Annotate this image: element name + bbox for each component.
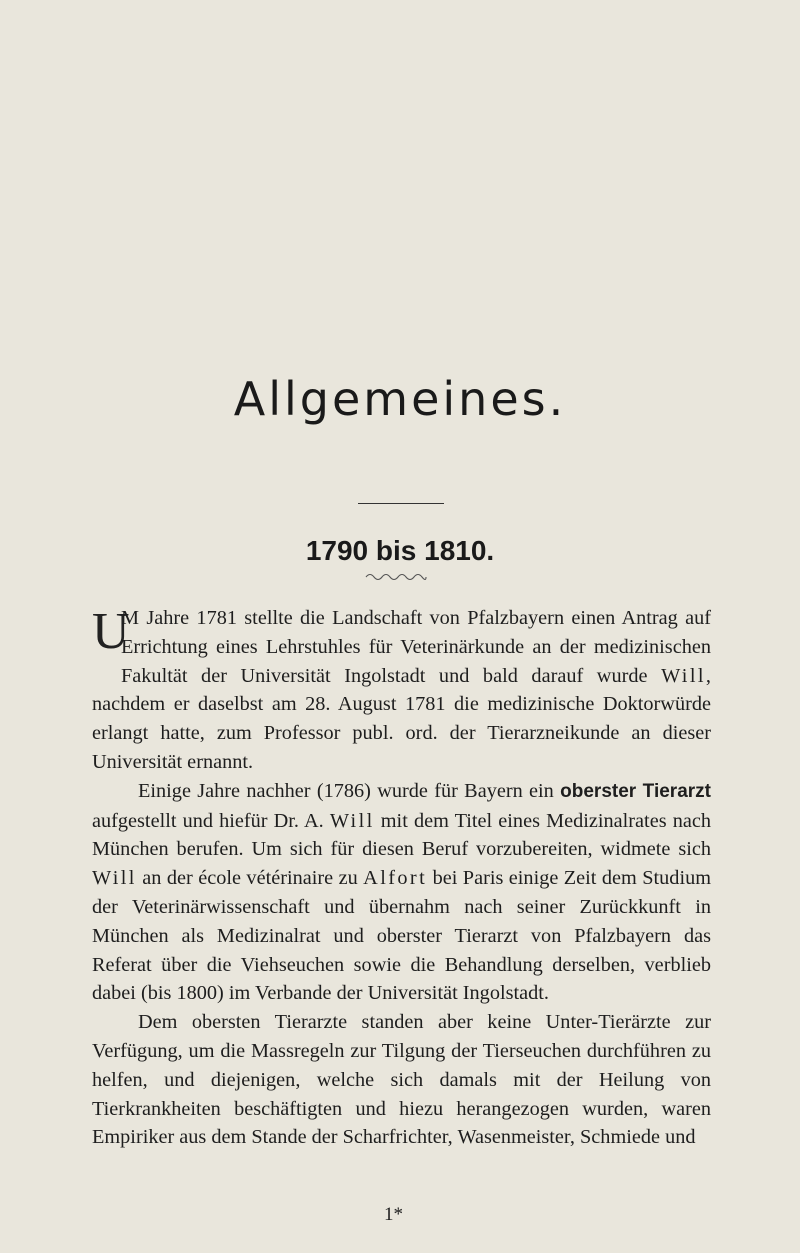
chapter-period: 1790 bis 1810. [305, 535, 495, 566]
paragraph-1-spaced-name: Will [661, 664, 706, 687]
paragraph-2-spaced-name-2: Will [92, 867, 137, 890]
paragraph-2-spaced-place: Alfort [363, 867, 428, 890]
paragraph-1-text-1: M Jahre 1781 stellte die Landschaft von Pfalzbayern einen Antrag auf Errichtung eines Lehrstuhles für Veterinärkunde an der medizinischen Fakultät der Universität Ingolstadt und bald darauf wurde [121, 607, 711, 687]
paragraph-2-spaced-name-1: Will [329, 809, 375, 832]
body-text [92, 604, 711, 1152]
drop-cap: U [92, 603, 130, 660]
paragraph-3-text: Dem obersten Tierarzte standen aber keine Unter-Tierärzte zur Verfügung, um die Massregeln zur Tilgung der Tierseuchen durchführen zu helfen, und diejenigen, welche sich damals mit der Heilung von Tierkrankheiten beschäftigten und hiezu herangezogen wurden, waren Empiriker aus dem Stande der Scharfrichter, Wasenmeister, Schmiede und [92, 1011, 711, 1149]
heading-rule [358, 503, 444, 504]
paragraph-3 [92, 1008, 711, 1152]
paragraph-1-text-2: , nachdem er daselbst am 28. August 1781 die medizinische Doktorwürde erlangt hatte, zum Professor publ. ord. der Tierarzneikunde an dieser Universität ernannt. [92, 664, 711, 773]
chapter-heading: Allgemeines. [233, 372, 567, 426]
paragraph-1 [92, 604, 711, 777]
paragraph-2 [92, 777, 711, 1008]
paragraph-2-text-3: mit dem Titel eines Medizinalrates nach München berufen. Um sich für diesen Beruf vorzubereiten, widmete sich [92, 809, 711, 861]
paragraph-2-text-4: an der école vétérinaire zu [136, 867, 364, 890]
paragraph-2-text-2: aufgestellt und hiefür Dr. A. [92, 809, 330, 832]
wavy-ornament [364, 570, 428, 584]
signature-mark: 1* [384, 1204, 403, 1225]
paragraph-2-text-5: bei Paris einige Zeit dem Studium der Veterinärwissenschaft und übernahm nach seiner Zurückkunft in München als Medizinalrat und oberster Tierarzt von Pfalzbayern das Referat über die Viehseuchen sowie die Behandlung derselben, verblieb dabei (bis 1800) im Verbande der Universität Ingolstadt. [92, 867, 711, 1005]
paragraph-2-bold-term: oberster Tierarzt [560, 780, 711, 802]
paragraph-2-text-1: Einige Jahre nachher (1786) wurde für Bayern ein [138, 779, 561, 802]
